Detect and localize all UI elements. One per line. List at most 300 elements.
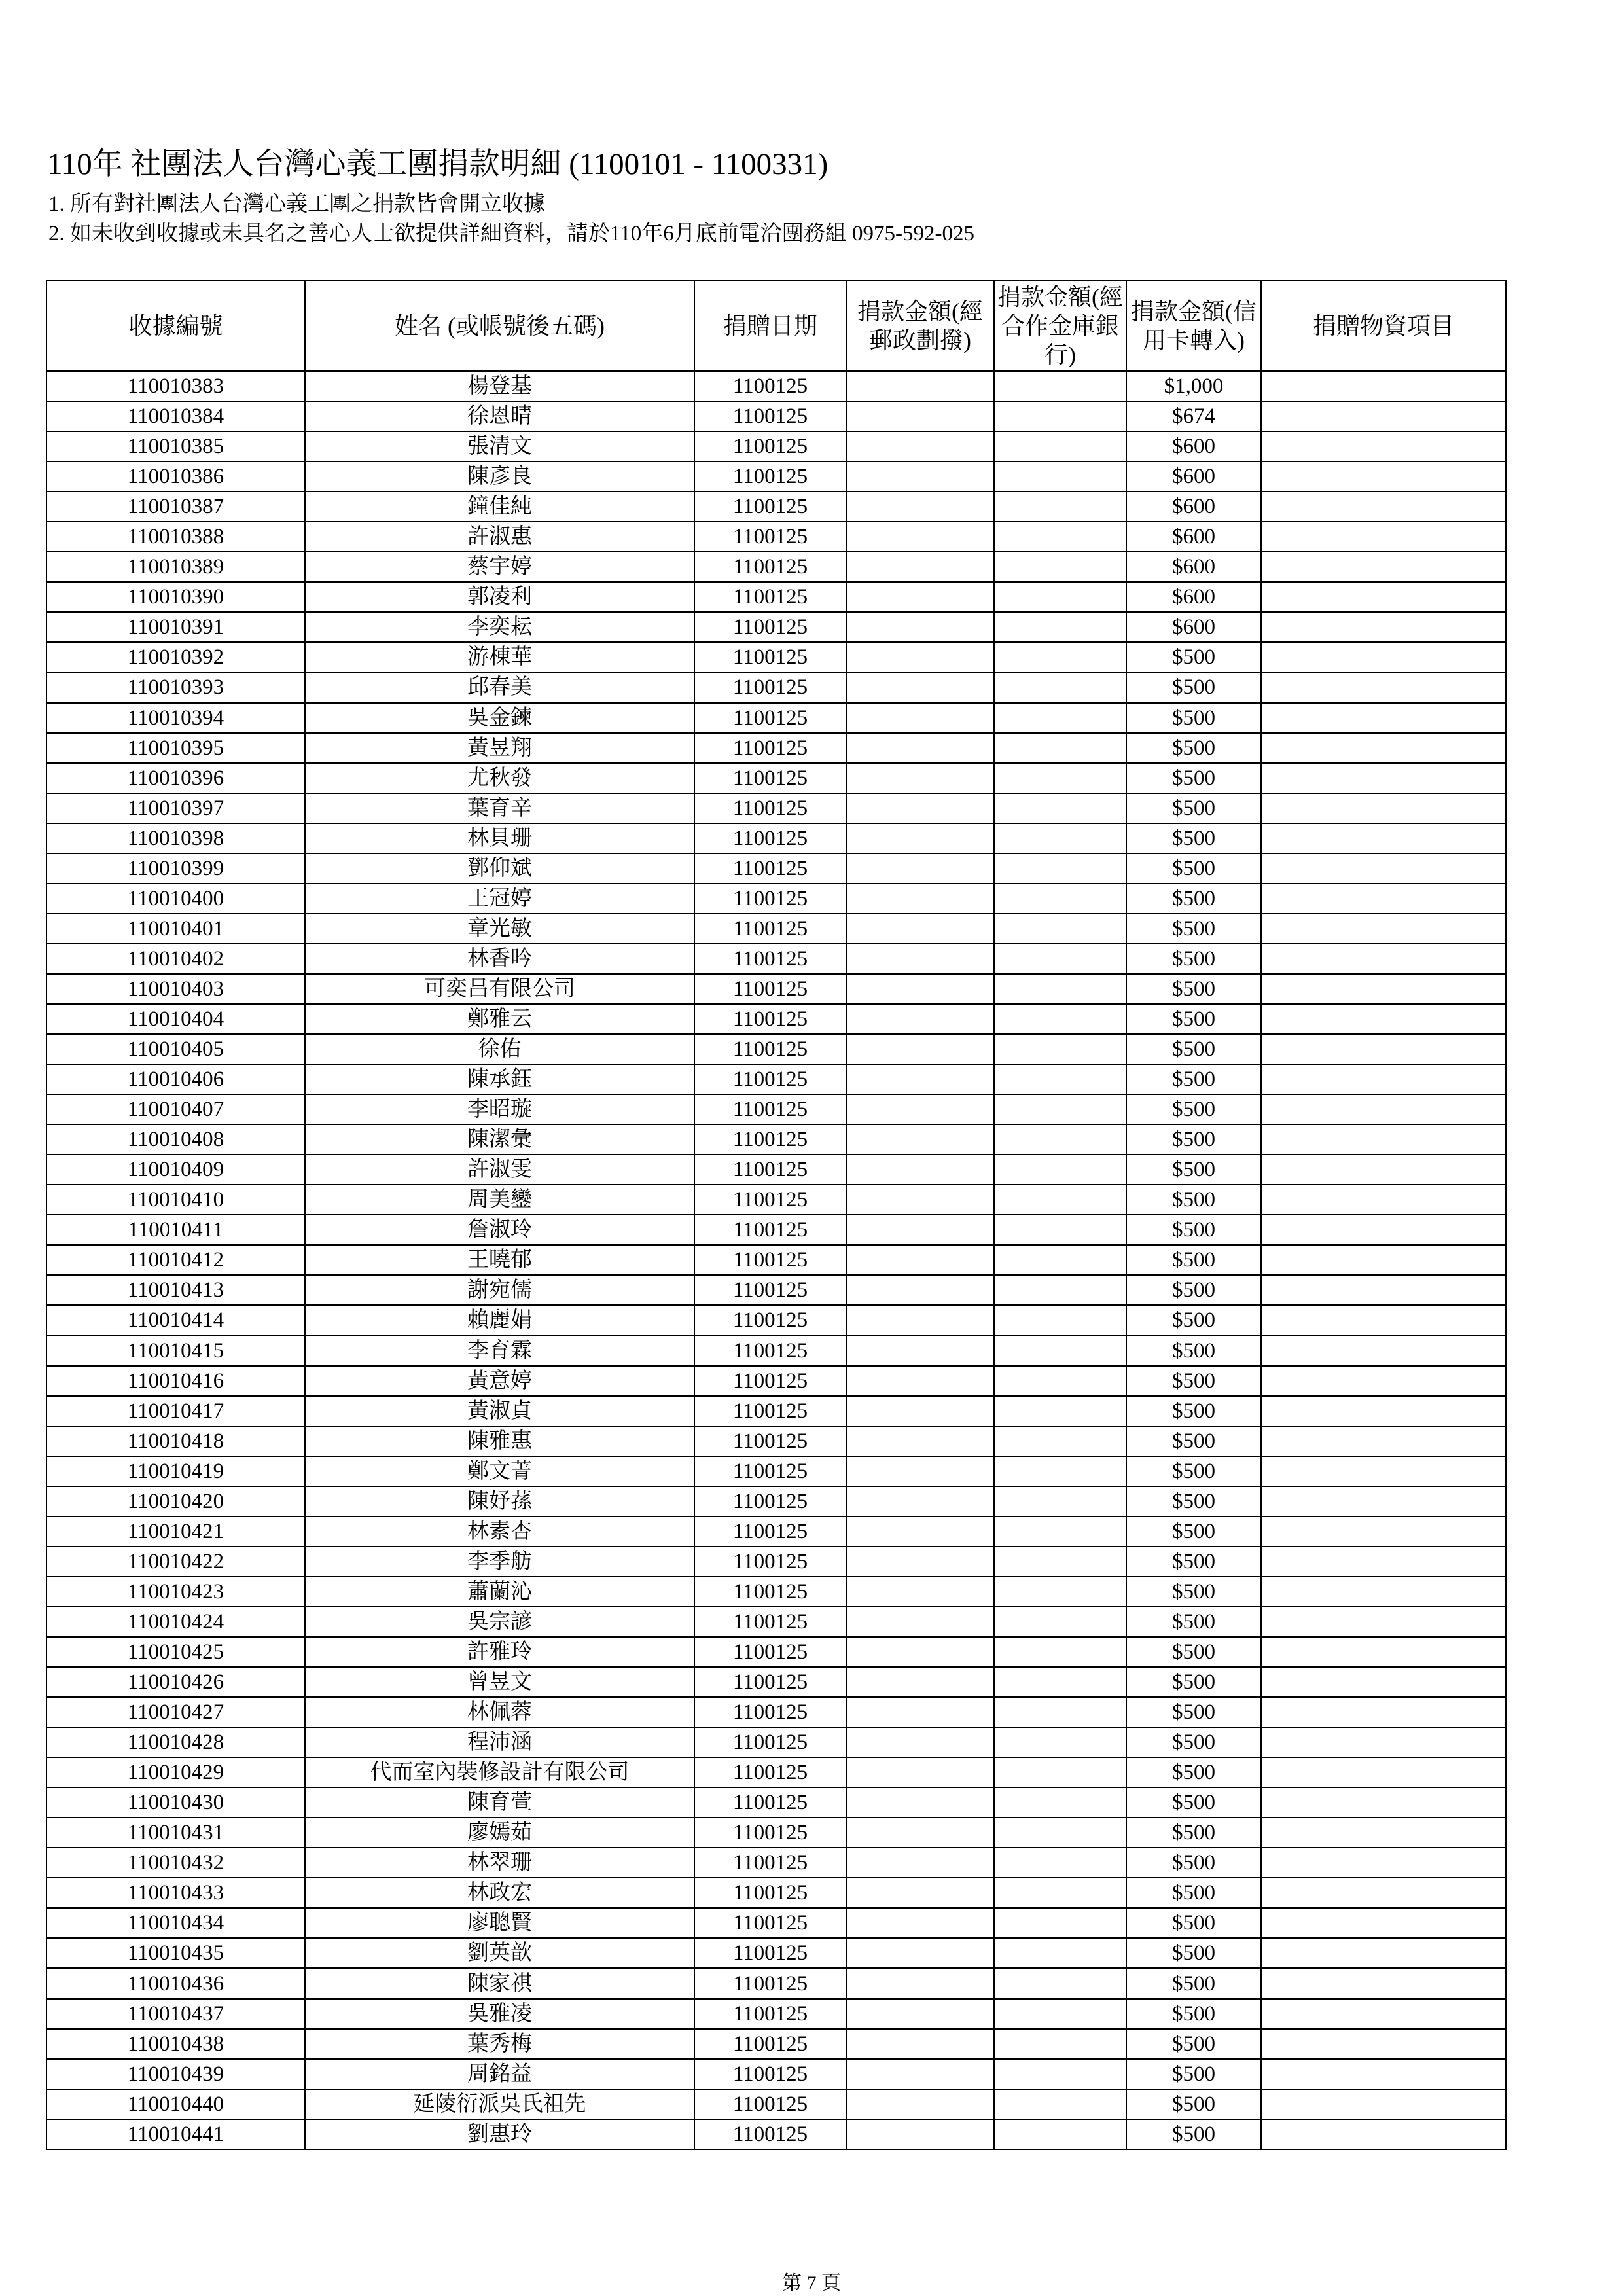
donated-items-cell bbox=[1261, 1938, 1506, 1968]
donation-date-cell: 1100125 bbox=[694, 612, 846, 642]
table-row bbox=[46, 1757, 1506, 1787]
amount-postal-cell bbox=[846, 1124, 994, 1155]
donation-date-cell: 1100125 bbox=[694, 582, 846, 612]
amount-credit-card-cell: $500 bbox=[1126, 1547, 1261, 1577]
table-row bbox=[46, 1094, 1506, 1124]
donated-items-cell bbox=[1261, 2119, 1506, 2149]
receipt-number-cell: 110010424 bbox=[46, 1607, 305, 1637]
receipt-number-cell: 110010405 bbox=[46, 1034, 305, 1064]
amount-postal-cell bbox=[846, 1697, 994, 1727]
donor-name-cell: 邱春美 bbox=[305, 672, 694, 702]
amount-credit-card-cell: $500 bbox=[1126, 2119, 1261, 2149]
donation-date-cell: 1100125 bbox=[694, 2029, 846, 2059]
header-donated-items: 捐贈物資項目 bbox=[1261, 281, 1506, 371]
receipt-number-cell: 110010396 bbox=[46, 763, 305, 793]
table-row bbox=[46, 1878, 1506, 1908]
donor-name-cell: 李奕耘 bbox=[305, 612, 694, 642]
amount-credit-card-cell: $500 bbox=[1126, 974, 1261, 1004]
receipt-number-cell: 110010425 bbox=[46, 1637, 305, 1667]
donated-items-cell bbox=[1261, 1908, 1506, 1938]
donation-date-cell: 1100125 bbox=[694, 1004, 846, 1034]
amount-credit-card-cell: $500 bbox=[1126, 853, 1261, 884]
donor-name-cell: 陳承鈺 bbox=[305, 1064, 694, 1094]
donation-date-cell: 1100125 bbox=[694, 552, 846, 582]
table-row bbox=[46, 944, 1506, 974]
amount-bank-cell bbox=[994, 1486, 1126, 1516]
amount-bank-cell bbox=[994, 1275, 1126, 1305]
donor-name-cell: 程沛涵 bbox=[305, 1727, 694, 1757]
receipt-number-cell: 110010439 bbox=[46, 2059, 305, 2089]
donated-items-cell bbox=[1261, 371, 1506, 401]
amount-credit-card-cell: $500 bbox=[1126, 763, 1261, 793]
amount-postal-cell bbox=[846, 1426, 994, 1456]
receipt-number-cell: 110010415 bbox=[46, 1336, 305, 1366]
donated-items-cell bbox=[1261, 793, 1506, 823]
donated-items-cell bbox=[1261, 1396, 1506, 1426]
table-row bbox=[46, 1426, 1506, 1456]
document-title: 110年 社團法人台灣心義工團捐款明細 (1100101 - 1100331) bbox=[47, 147, 829, 181]
header-amount-credit-card: 捐款金額(信用卡轉入) bbox=[1126, 281, 1261, 371]
amount-bank-cell bbox=[994, 1124, 1126, 1155]
receipt-number-cell: 110010399 bbox=[46, 853, 305, 884]
amount-credit-card-cell: $500 bbox=[1126, 1577, 1261, 1607]
donor-name-cell: 吳雅凌 bbox=[305, 1999, 694, 2029]
amount-credit-card-cell: $500 bbox=[1126, 1155, 1261, 1185]
amount-credit-card-cell: $500 bbox=[1126, 823, 1261, 853]
donated-items-cell bbox=[1261, 1456, 1506, 1486]
header-amount-postal: 捐款金額(經郵政劃撥) bbox=[846, 281, 994, 371]
amount-credit-card-cell: $500 bbox=[1126, 1667, 1261, 1697]
donation-date-cell: 1100125 bbox=[694, 1456, 846, 1486]
donated-items-cell bbox=[1261, 914, 1506, 944]
amount-credit-card-cell: $500 bbox=[1126, 1908, 1261, 1938]
receipt-number-cell: 110010383 bbox=[46, 371, 305, 401]
donor-name-cell: 陳彥良 bbox=[305, 461, 694, 492]
amount-bank-cell bbox=[994, 1426, 1126, 1456]
table-row bbox=[46, 1818, 1506, 1848]
amount-bank-cell bbox=[994, 884, 1126, 914]
amount-bank-cell bbox=[994, 1637, 1126, 1667]
amount-bank-cell bbox=[994, 612, 1126, 642]
donor-name-cell: 張清文 bbox=[305, 431, 694, 461]
amount-credit-card-cell: $1,000 bbox=[1126, 371, 1261, 401]
note-contact: 2. 如未收到收據或未具名之善心人士欲提供詳細資料，請於110年6月底前電洽團務組 0975-592-025 bbox=[48, 222, 975, 245]
amount-postal-cell bbox=[846, 1908, 994, 1938]
header-amount-bank: 捐款金額(經合作金庫銀行) bbox=[994, 281, 1126, 371]
receipt-number-cell: 110010391 bbox=[46, 612, 305, 642]
donation-date-cell: 1100125 bbox=[694, 1124, 846, 1155]
table-row bbox=[46, 1908, 1506, 1938]
table-row bbox=[46, 522, 1506, 552]
donor-name-cell: 周銘益 bbox=[305, 2059, 694, 2089]
table-row bbox=[46, 1697, 1506, 1727]
amount-bank-cell bbox=[994, 1547, 1126, 1577]
donated-items-cell bbox=[1261, 642, 1506, 672]
table-row bbox=[46, 672, 1506, 702]
table-row bbox=[46, 1275, 1506, 1305]
donor-name-cell: 吳金鍊 bbox=[305, 703, 694, 733]
amount-bank-cell bbox=[994, 1908, 1126, 1938]
donation-date-cell: 1100125 bbox=[694, 1667, 846, 1697]
donation-date-cell: 1100125 bbox=[694, 1999, 846, 2029]
donation-date-cell: 1100125 bbox=[694, 1366, 846, 1396]
donated-items-cell bbox=[1261, 823, 1506, 853]
amount-postal-cell bbox=[846, 1848, 994, 1878]
donor-name-cell: 葉育辛 bbox=[305, 793, 694, 823]
amount-postal-cell bbox=[846, 703, 994, 733]
amount-bank-cell bbox=[994, 1999, 1126, 2029]
receipt-number-cell: 110010414 bbox=[46, 1305, 305, 1335]
table-row bbox=[46, 371, 1506, 401]
amount-credit-card-cell: $500 bbox=[1126, 1999, 1261, 2029]
amount-bank-cell bbox=[994, 733, 1126, 763]
donor-name-cell: 葉秀梅 bbox=[305, 2029, 694, 2059]
table-row bbox=[46, 1787, 1506, 1818]
donor-name-cell: 曾昱文 bbox=[305, 1667, 694, 1697]
donation-date-cell: 1100125 bbox=[694, 1516, 846, 1547]
donated-items-cell bbox=[1261, 1245, 1506, 1275]
amount-bank-cell bbox=[994, 1667, 1126, 1697]
donation-date-cell: 1100125 bbox=[694, 1818, 846, 1848]
donation-date-cell: 1100125 bbox=[694, 974, 846, 1004]
amount-credit-card-cell: $500 bbox=[1126, 1456, 1261, 1486]
donation-date-cell: 1100125 bbox=[694, 1426, 846, 1456]
amount-postal-cell bbox=[846, 1034, 994, 1064]
table-row bbox=[46, 401, 1506, 431]
amount-postal-cell bbox=[846, 371, 994, 401]
table-row bbox=[46, 974, 1506, 1004]
amount-bank-cell bbox=[994, 2059, 1126, 2089]
donation-date-cell: 1100125 bbox=[694, 944, 846, 974]
amount-postal-cell bbox=[846, 1968, 994, 1998]
donor-name-cell: 可奕昌有限公司 bbox=[305, 974, 694, 1004]
amount-credit-card-cell: $500 bbox=[1126, 1396, 1261, 1426]
amount-credit-card-cell: $500 bbox=[1126, 1094, 1261, 1124]
amount-bank-cell bbox=[994, 1727, 1126, 1757]
amount-bank-cell bbox=[994, 642, 1126, 672]
amount-credit-card-cell: $500 bbox=[1126, 1848, 1261, 1878]
table-row bbox=[46, 642, 1506, 672]
amount-credit-card-cell: $500 bbox=[1126, 1336, 1261, 1366]
amount-postal-cell bbox=[846, 672, 994, 702]
donor-name-cell: 許淑雯 bbox=[305, 1155, 694, 1185]
amount-postal-cell bbox=[846, 823, 994, 853]
header-donation-date: 捐贈日期 bbox=[694, 281, 846, 371]
receipt-number-cell: 110010408 bbox=[46, 1124, 305, 1155]
amount-postal-cell bbox=[846, 1547, 994, 1577]
amount-postal-cell bbox=[846, 733, 994, 763]
amount-credit-card-cell: $500 bbox=[1126, 1607, 1261, 1637]
table-row bbox=[46, 1396, 1506, 1426]
amount-bank-cell bbox=[994, 1004, 1126, 1034]
receipt-number-cell: 110010403 bbox=[46, 974, 305, 1004]
donated-items-cell bbox=[1261, 1305, 1506, 1335]
table-row bbox=[46, 1034, 1506, 1064]
amount-postal-cell bbox=[846, 1275, 994, 1305]
donated-items-cell bbox=[1261, 1848, 1506, 1878]
amount-credit-card-cell: $500 bbox=[1126, 1124, 1261, 1155]
table-row bbox=[46, 552, 1506, 582]
receipt-number-cell: 110010389 bbox=[46, 552, 305, 582]
amount-bank-cell bbox=[994, 1215, 1126, 1245]
donation-date-cell: 1100125 bbox=[694, 461, 846, 492]
amount-credit-card-cell: $600 bbox=[1126, 612, 1261, 642]
amount-credit-card-cell: $500 bbox=[1126, 1305, 1261, 1335]
amount-postal-cell bbox=[846, 1215, 994, 1245]
table-row bbox=[46, 1004, 1506, 1034]
table-row bbox=[46, 733, 1506, 763]
donated-items-cell bbox=[1261, 492, 1506, 522]
table-row bbox=[46, 1968, 1506, 1998]
table-row bbox=[46, 1547, 1506, 1577]
donated-items-cell bbox=[1261, 1064, 1506, 1094]
receipt-number-cell: 110010428 bbox=[46, 1727, 305, 1757]
table-row bbox=[46, 703, 1506, 733]
donation-date-cell: 1100125 bbox=[694, 1155, 846, 1185]
donor-name-cell: 陳潔彙 bbox=[305, 1124, 694, 1155]
amount-credit-card-cell: $500 bbox=[1126, 1366, 1261, 1396]
amount-bank-cell bbox=[994, 492, 1126, 522]
amount-bank-cell bbox=[994, 1396, 1126, 1426]
amount-credit-card-cell: $600 bbox=[1126, 492, 1261, 522]
donor-name-cell: 延陵衍派吳氏祖先 bbox=[305, 2089, 694, 2119]
donation-date-cell: 1100125 bbox=[694, 1938, 846, 1968]
amount-credit-card-cell: $500 bbox=[1126, 1697, 1261, 1727]
donated-items-cell bbox=[1261, 1516, 1506, 1547]
donated-items-cell bbox=[1261, 1185, 1506, 1215]
amount-credit-card-cell: $500 bbox=[1126, 1426, 1261, 1456]
donation-date-cell: 1100125 bbox=[694, 1064, 846, 1094]
amount-credit-card-cell: $500 bbox=[1126, 1245, 1261, 1275]
donation-date-cell: 1100125 bbox=[694, 1607, 846, 1637]
donated-items-cell bbox=[1261, 1667, 1506, 1697]
amount-credit-card-cell: $500 bbox=[1126, 2089, 1261, 2119]
amount-postal-cell bbox=[846, 1818, 994, 1848]
receipt-number-cell: 110010422 bbox=[46, 1547, 305, 1577]
amount-postal-cell bbox=[846, 1245, 994, 1275]
donated-items-cell bbox=[1261, 461, 1506, 492]
donated-items-cell bbox=[1261, 582, 1506, 612]
table-row bbox=[46, 1727, 1506, 1757]
donor-name-cell: 游棟華 bbox=[305, 642, 694, 672]
donated-items-cell bbox=[1261, 1577, 1506, 1607]
donor-name-cell: 鄭雅云 bbox=[305, 1004, 694, 1034]
amount-postal-cell bbox=[846, 431, 994, 461]
amount-postal-cell bbox=[846, 1607, 994, 1637]
amount-postal-cell bbox=[846, 1305, 994, 1335]
donated-items-cell bbox=[1261, 401, 1506, 431]
amount-postal-cell bbox=[846, 1516, 994, 1547]
amount-credit-card-cell: $500 bbox=[1126, 703, 1261, 733]
donation-date-cell: 1100125 bbox=[694, 1185, 846, 1215]
amount-bank-cell bbox=[994, 1034, 1126, 1064]
amount-bank-cell bbox=[994, 1878, 1126, 1908]
receipt-number-cell: 110010417 bbox=[46, 1396, 305, 1426]
amount-credit-card-cell: $600 bbox=[1126, 582, 1261, 612]
header-name: 姓名 (或帳號後五碼) bbox=[305, 281, 694, 371]
table-header-row bbox=[46, 281, 1506, 371]
donated-items-cell bbox=[1261, 1275, 1506, 1305]
amount-postal-cell bbox=[846, 2119, 994, 2149]
amount-postal-cell bbox=[846, 1787, 994, 1818]
amount-credit-card-cell: $500 bbox=[1126, 1637, 1261, 1667]
receipt-number-cell: 110010423 bbox=[46, 1577, 305, 1607]
amount-credit-card-cell: $500 bbox=[1126, 1034, 1261, 1064]
receipt-number-cell: 110010420 bbox=[46, 1486, 305, 1516]
donated-items-cell bbox=[1261, 1968, 1506, 1998]
receipt-number-cell: 110010407 bbox=[46, 1094, 305, 1124]
table-row bbox=[46, 1336, 1506, 1366]
table-row bbox=[46, 1366, 1506, 1396]
donated-items-cell bbox=[1261, 2059, 1506, 2089]
donation-date-cell: 1100125 bbox=[694, 1275, 846, 1305]
donated-items-cell bbox=[1261, 1818, 1506, 1848]
donor-name-cell: 黃淑貞 bbox=[305, 1396, 694, 1426]
amount-postal-cell bbox=[846, 1004, 994, 1034]
table-row bbox=[46, 1185, 1506, 1215]
amount-bank-cell bbox=[994, 1064, 1126, 1094]
table-row bbox=[46, 1155, 1506, 1185]
amount-credit-card-cell: $600 bbox=[1126, 552, 1261, 582]
receipt-number-cell: 110010409 bbox=[46, 1155, 305, 1185]
donation-date-cell: 1100125 bbox=[694, 1034, 846, 1064]
donor-name-cell: 廖嫣茹 bbox=[305, 1818, 694, 1848]
donor-name-cell: 尤秋發 bbox=[305, 763, 694, 793]
donated-items-cell bbox=[1261, 1034, 1506, 1064]
amount-postal-cell bbox=[846, 763, 994, 793]
amount-bank-cell bbox=[994, 1787, 1126, 1818]
donation-date-cell: 1100125 bbox=[694, 1787, 846, 1818]
donation-date-cell: 1100125 bbox=[694, 2059, 846, 2089]
amount-bank-cell bbox=[994, 763, 1126, 793]
amount-bank-cell bbox=[994, 401, 1126, 431]
amount-postal-cell bbox=[846, 1336, 994, 1366]
receipt-number-cell: 110010440 bbox=[46, 2089, 305, 2119]
table-row bbox=[46, 1124, 1506, 1155]
receipt-number-cell: 110010436 bbox=[46, 1968, 305, 1998]
donation-date-cell: 1100125 bbox=[694, 401, 846, 431]
amount-postal-cell bbox=[846, 401, 994, 431]
receipt-number-cell: 110010427 bbox=[46, 1697, 305, 1727]
donation-date-cell: 1100125 bbox=[694, 1757, 846, 1787]
amount-postal-cell bbox=[846, 461, 994, 492]
amount-postal-cell bbox=[846, 1727, 994, 1757]
amount-bank-cell bbox=[994, 1577, 1126, 1607]
amount-credit-card-cell: $500 bbox=[1126, 1275, 1261, 1305]
receipt-number-cell: 110010394 bbox=[46, 703, 305, 733]
donated-items-cell bbox=[1261, 1697, 1506, 1727]
amount-postal-cell bbox=[846, 2059, 994, 2089]
amount-credit-card-cell: $600 bbox=[1126, 461, 1261, 492]
amount-bank-cell bbox=[994, 582, 1126, 612]
table-row bbox=[46, 763, 1506, 793]
amount-postal-cell bbox=[846, 522, 994, 552]
table-row bbox=[46, 1577, 1506, 1607]
receipt-number-cell: 110010411 bbox=[46, 1215, 305, 1245]
receipt-number-cell: 110010390 bbox=[46, 582, 305, 612]
receipt-number-cell: 110010393 bbox=[46, 672, 305, 702]
donated-items-cell bbox=[1261, 1094, 1506, 1124]
donor-name-cell: 謝宛儒 bbox=[305, 1275, 694, 1305]
amount-postal-cell bbox=[846, 1577, 994, 1607]
donation-date-cell: 1100125 bbox=[694, 1245, 846, 1275]
amount-postal-cell bbox=[846, 974, 994, 1004]
receipt-number-cell: 110010402 bbox=[46, 944, 305, 974]
donated-items-cell bbox=[1261, 2029, 1506, 2059]
table-row bbox=[46, 793, 1506, 823]
amount-bank-cell bbox=[994, 672, 1126, 702]
donor-name-cell: 蕭蘭沁 bbox=[305, 1577, 694, 1607]
donation-date-cell: 1100125 bbox=[694, 642, 846, 672]
receipt-number-cell: 110010413 bbox=[46, 1275, 305, 1305]
donated-items-cell bbox=[1261, 431, 1506, 461]
donated-items-cell bbox=[1261, 884, 1506, 914]
page-number: 第 7 頁 bbox=[782, 2272, 841, 2294]
amount-credit-card-cell: $500 bbox=[1126, 1185, 1261, 1215]
donor-name-cell: 陳家祺 bbox=[305, 1968, 694, 1998]
donor-name-cell: 許雅玲 bbox=[305, 1637, 694, 1667]
amount-bank-cell bbox=[994, 1245, 1126, 1275]
receipt-number-cell: 110010387 bbox=[46, 492, 305, 522]
amount-postal-cell bbox=[846, 642, 994, 672]
donated-items-cell bbox=[1261, 1124, 1506, 1155]
amount-postal-cell bbox=[846, 914, 994, 944]
receipt-number-cell: 110010392 bbox=[46, 642, 305, 672]
donated-items-cell bbox=[1261, 1757, 1506, 1787]
donor-name-cell: 林素杏 bbox=[305, 1516, 694, 1547]
receipt-number-cell: 110010429 bbox=[46, 1757, 305, 1787]
donated-items-cell bbox=[1261, 853, 1506, 884]
donor-name-cell: 徐恩晴 bbox=[305, 401, 694, 431]
donated-items-cell bbox=[1261, 703, 1506, 733]
amount-bank-cell bbox=[994, 793, 1126, 823]
donated-items-cell bbox=[1261, 1878, 1506, 1908]
amount-bank-cell bbox=[994, 1456, 1126, 1486]
donated-items-cell bbox=[1261, 944, 1506, 974]
amount-postal-cell bbox=[846, 2029, 994, 2059]
receipt-number-cell: 110010384 bbox=[46, 401, 305, 431]
amount-credit-card-cell: $500 bbox=[1126, 2029, 1261, 2059]
amount-bank-cell bbox=[994, 1607, 1126, 1637]
table-row bbox=[46, 1637, 1506, 1667]
donor-name-cell: 郭凌利 bbox=[305, 582, 694, 612]
amount-bank-cell bbox=[994, 703, 1126, 733]
donation-date-cell: 1100125 bbox=[694, 2089, 846, 2119]
table-row bbox=[46, 884, 1506, 914]
receipt-number-cell: 110010398 bbox=[46, 823, 305, 853]
donor-name-cell: 陳育萱 bbox=[305, 1787, 694, 1818]
amount-credit-card-cell: $500 bbox=[1126, 1064, 1261, 1094]
donation-date-cell: 1100125 bbox=[694, 1215, 846, 1245]
donation-date-cell: 1100125 bbox=[694, 703, 846, 733]
table-row bbox=[46, 1667, 1506, 1697]
receipt-number-cell: 110010435 bbox=[46, 1938, 305, 1968]
donation-table bbox=[46, 280, 1507, 2150]
receipt-number-cell: 110010395 bbox=[46, 733, 305, 763]
table-row bbox=[46, 461, 1506, 492]
receipt-number-cell: 110010421 bbox=[46, 1516, 305, 1547]
donor-name-cell: 劉英歆 bbox=[305, 1938, 694, 1968]
amount-credit-card-cell: $500 bbox=[1126, 672, 1261, 702]
amount-postal-cell bbox=[846, 944, 994, 974]
donor-name-cell: 陳雅惠 bbox=[305, 1426, 694, 1456]
donated-items-cell bbox=[1261, 1336, 1506, 1366]
donation-date-cell: 1100125 bbox=[694, 1305, 846, 1335]
donated-items-cell bbox=[1261, 733, 1506, 763]
amount-bank-cell bbox=[994, 1757, 1126, 1787]
donation-date-cell: 1100125 bbox=[694, 1878, 846, 1908]
amount-postal-cell bbox=[846, 2089, 994, 2119]
